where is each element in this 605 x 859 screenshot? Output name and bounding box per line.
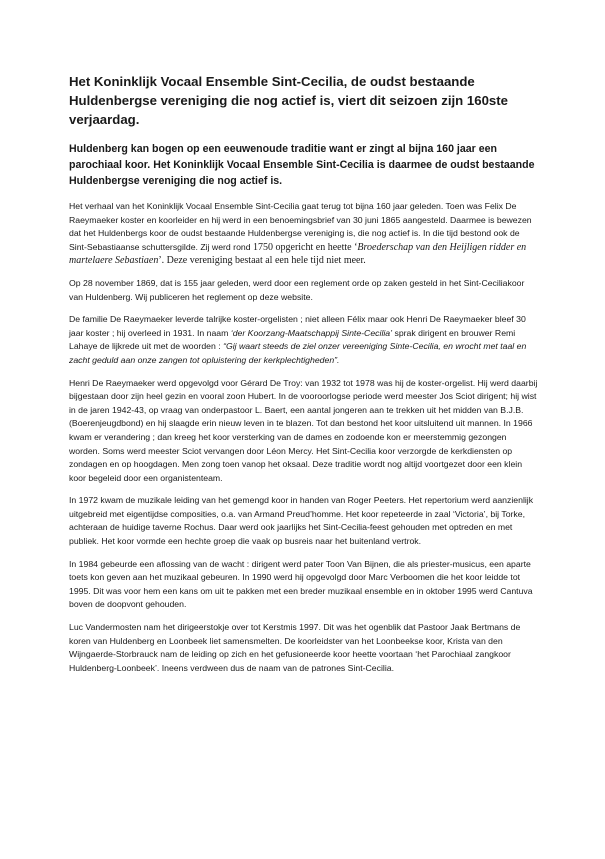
paragraph-1-text: Het verhaal van het Koninklijk Vocaal Ensemble Sint-Cecilia gaat terug tot bijna 160 jaar geleden. Toen was Felix De Raeymaeker koster en koorleider en hij werd in een benoemingsbrief van 30 juni 1865 aangesteld. Daarmee is bewezen dat het Huldenbergs koor de oudst bestaande Huldenbergse vereniging is, die nog actief is. In die tijd bestond ook de Sint-Sebastiaanse schuttersgilde. Zij werd rond: [69, 201, 532, 252]
paragraph-3-quote: “Gij waart steeds de ziel onzer vereeniging Sinte-Cecilia, en wrocht met taal en zacht geduld aan onze zangen tot opluistering der kerkplechtigheden”.: [69, 341, 527, 365]
paragraph-3: [69, 313, 539, 367]
paragraph-1: [69, 200, 539, 268]
paragraph-6: In 1984 gebeurde een aflossing van de wacht : dirigent werd pater Toon Van Bijnen, die als priester-musicus, een aparte toets kon geven aan het muzikaal gebeuren. In 1990 werd hij opgevolgd door Marc Verboomen die het koor leidde tot 1995. Dit was voor hem een kans om uit te pakken met een breder muzikaal ensemble en in oktober 1995 werd Cantuva boven de doopvont gehouden.: [69, 558, 533, 610]
lead-paragraph: Huldenberg kan bogen op een eeuwenoude traditie want er zingt al bijna 160 jaar een parochiaal koor. Het Koninklijk Vocaal Ensemble Sint-Cecilia is daarmee de oudst bestaande Huldenbergse vereniging die nog actief is.: [69, 143, 535, 187]
paragraph-1-guild-name: Broederschap van den Heijligen ridder en martelaere Sebastiaen: [69, 241, 527, 267]
paragraph-1-serif-text: 1750 opgericht en heette ‘: [253, 241, 358, 253]
paragraph-3-text-mid: sprak dirigent en brouwer Remi Lahaye de lijkrede uit met de woorden :: [69, 327, 516, 352]
article-title: Het Koninklijk Vocaal Ensemble Sint-Cecilia, de oudst bestaande Huldenbergse vereniging die nog actief is, viert dit seizoen zijn 160ste verjaardag.: [69, 74, 508, 127]
document-body: [69, 72, 539, 684]
paragraph-4: Henri De Raeymaeker werd opgevolgd voor Gérard De Troy: van 1932 tot 1978 was hij de koster-orgelist. Hij werd daarbij bijgestaan door zijn heel gezin en vooral zoon Hubert. In de vooroorlogse periode werd meester Jos Sciot dirigent; hij wist in de jaren 1942-43, op vraag van onderpastoor L. Baert, een aantal jongeren aan te trekken uit het midden van B.J.B. (Boerenjeugdbond) en hij slaagde erin nieuw leven in te blazen. Tot dan bestond het koor uitsluitend uit mannen. In 1966 kwam er verandering ; dan kreeg het koor versterking van de dames en zodoende kon er meerstemmig gezongen worden. Soms werd meester Sciot vervangen door Léon Mercy. Het Sint-Cecilia koor verzorgde de kerkdiensten op zondagen en op hoogdagen. Men zong toen vanop het oksaal. Deze traditie wordt nog altijd voortgezet door een klein koor begeleid door een organistenteam.: [69, 377, 538, 483]
paragraph-3-text: De familie De Raeymaeker leverde talrijke koster-orgelisten ; niet alleen Félix maar ook Henri De Raeymaeker bleef 30 jaar koster ; hij overleed in 1931. In naam: [69, 314, 526, 338]
paragraph-1-serif-end: ’. Deze vereniging bestaat al een hele tijd niet meer.: [158, 255, 366, 267]
paragraph-2: Op 28 november 1869, dat is 155 jaar geleden, werd door een reglement orde op zaken gesteld in het Sint-Ceciliakoor van Huldenberg. Wij publiceren het reglement op deze website.: [69, 277, 525, 302]
paragraph-7: Luc Vandermosten nam het dirigeerstokje over tot Kerstmis 1997. Dit was het ogenblik dat Pastoor Jaak Bertmans de koren van Huldenberg en Loonbeek liet samensmelten. De koorleidster van het Loonbeekse koor, Krista van den Wijngaerde-Storbrauck nam de leiding op zich en het gefusioneerde koor heette voortaan ‘het Parochiaal zangkoor Huldenberg-Loonbeek’. Ineens verdween dus de naam van de patrones Sint-Cecilia.: [69, 622, 521, 673]
paragraph-3-society-name: ‘der Koorzang-Maatschappij Sinte-Cecilia’: [230, 327, 393, 338]
paragraph-5: In 1972 kwam de muzikale leiding van het gemengd koor in handen van Roger Peeters. Het repertorium werd aanzienlijk uitgebreid met eigentijdse composities, o.a. van Armand Preud’homme. Het koor repeteerde in zaal ‘Victoria’, bij Torke, achteraan de huidige taverne Rochus. Daar werd ook jaarlijks het Sint-Cecilia-feest gehouden met optreden en met publiek. Het koor vormde een hechte groep die vaak op busreis naar het buitenland vertrok.: [69, 495, 534, 547]
